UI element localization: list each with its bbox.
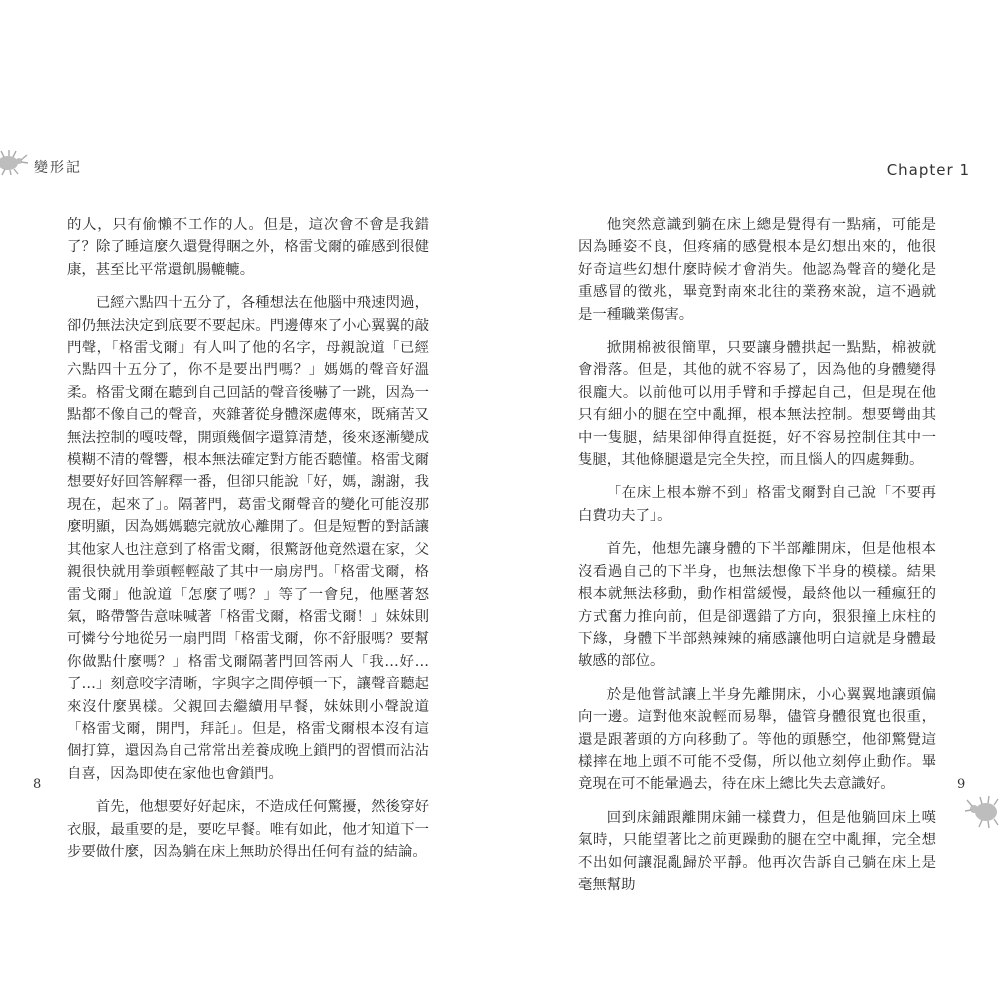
body-text [578, 214, 936, 907]
beetle-icon [964, 790, 1000, 830]
paragraph: 「在床上根本辦不到」格雷戈爾對自己說「不要再白費功夫了」。 [578, 485, 936, 524]
page-number: 8 [33, 777, 42, 792]
paragraph: 掀開棉被很簡單，只要讓身體拱起一點點，棉被就會滑落。但是，其他的就不容易了，因為他的身體變得很龐大。以前他可以用手臂和手撐起自己，但是現在他只有細小的腿在空中亂揮，根本無法控制。想要彎曲其中一隻腿，結果卻伸得直挺挺，好不容易控制住其中一隻腿，其他條腿還是完全失控，而且惱人的四處舞動。 [578, 340, 936, 469]
paragraph: 首先，他想先讓身體的下半部離開床，但是他根本沒看過自己的下半身，也無法想像下半身的模樣。結果根本就無法移動，動作相當緩慢，最終他以一種瘋狂的方式奮力推向前，但是卻選錯了方向，狠狠撞上床柱的下緣，身體下半部熱辣辣的痛感讓他明白這就是身體最敏感的部位。 [578, 541, 936, 670]
paragraph: 回到床鋪跟離開床鋪一樣費力，但是他躺回床上嘆氣時，只能望著比之前更躁動的腿在空中亂揮，完全想不出如何讓混亂歸於平靜。他再次告訴自己躺在床上是毫無幫助 [578, 809, 936, 893]
paragraph: 已經六點四十五分了，各種想法在他腦中飛速閃過，卻仍無法決定到底要不要起床。門邊傳來了小心翼翼的敲門聲，「格雷戈爾」有人叫了他的名字，母親說道「已經六點四十五分了，你不是要出門嗎？」媽媽的聲音好溫柔。格雷戈爾在聽到自己回話的聲音後嚇了一跳，因為一點都不像自己的聲音，夾雜著從身體深處傳來，既痛苦又無法控制的嘎吱聲，開頭幾個字還算清楚，後來逐漸變成模糊不清的聲響，根本無法確定對方能否聽懂。格雷戈爾想要好好回答解釋一番，但卻只能說「好，媽，謝謝，我現在，起來了」。隔著門，葛雷戈爾聲音的變化可能沒那麼明顯，因為媽媽聽完就放心離開了。但是短暫的對話讓其他家人也注意到了格雷戈爾，很驚訝他竟然還在家，父親很快就用拳頭輕輕敲了其中一扇房門。「格雷戈爾，格雷戈爾」他說道「怎麼了嗎？」等了一會兒，他壓著怒氣，略帶警告意味喊著「格雷戈爾，格雷戈爾！」妹妹則可憐兮兮地從另一扇門問「格雷戈爾，你不舒服嗎？要幫你做點什麼嗎？」格雷戈爾隔著門回答兩人「我…好…了…」刻意咬字清晰，字與字之間停頓一下，讓聲音聽起來沒什麼異樣。父親回去繼續用早餐，妹妹則小聲說道「格雷戈爾，開門，拜託」。但是，格雷戈爾根本沒有這個打算，還因為自己常常出差養成晚上鎖門的習慣而沾沾自喜，因為即使在家他也會鎖門。 [67, 295, 429, 782]
right-page [500, 0, 1000, 1000]
paragraph: 首先，他想要好好起床，不造成任何驚擾，然後穿好衣服，最重要的是，要吃早餐。唯有如此，他才知道下一步要做什麼，因為躺在床上無助於得出任何有益的結論。 [67, 799, 429, 860]
chapter-heading: Chapter 1 [886, 161, 970, 179]
beetle-icon [0, 148, 30, 176]
body-text [67, 214, 429, 874]
page-number: 9 [957, 777, 966, 792]
running-head: 變形記 [34, 160, 82, 176]
paragraph: 於是他嘗試讓上半身先離開床，小心翼翼地讓頭偏向一邊。這對他來說輕而易舉，儘管身體很寬也很重，還是跟著頭的方向移動了。等他的頭懸空，他卻驚覺這樣摔在地上頭不可能不受傷，所以他立刻停止動作。畢竟現在可不能暈過去，待在床上總比失去意識好。 [578, 686, 936, 793]
paragraph: 的人，只有偷懶不工作的人。但是，這次會不會是我錯了？除了睡這麼久還覺得睏之外，格雷戈爾的確感到很健康，甚至比平常還飢腸轆轆。 [67, 217, 429, 278]
paragraph: 他突然意識到躺在床上總是覺得有一點痛，可能是因為睡姿不良，但疼痛的感覺根本是幻想出來的，他很好奇這些幻想什麼時候才會消失。他認為聲音的變化是重感冒的徵兆，畢竟對南來北往的業務來說，這不過就是一種職業傷害。 [578, 217, 936, 323]
